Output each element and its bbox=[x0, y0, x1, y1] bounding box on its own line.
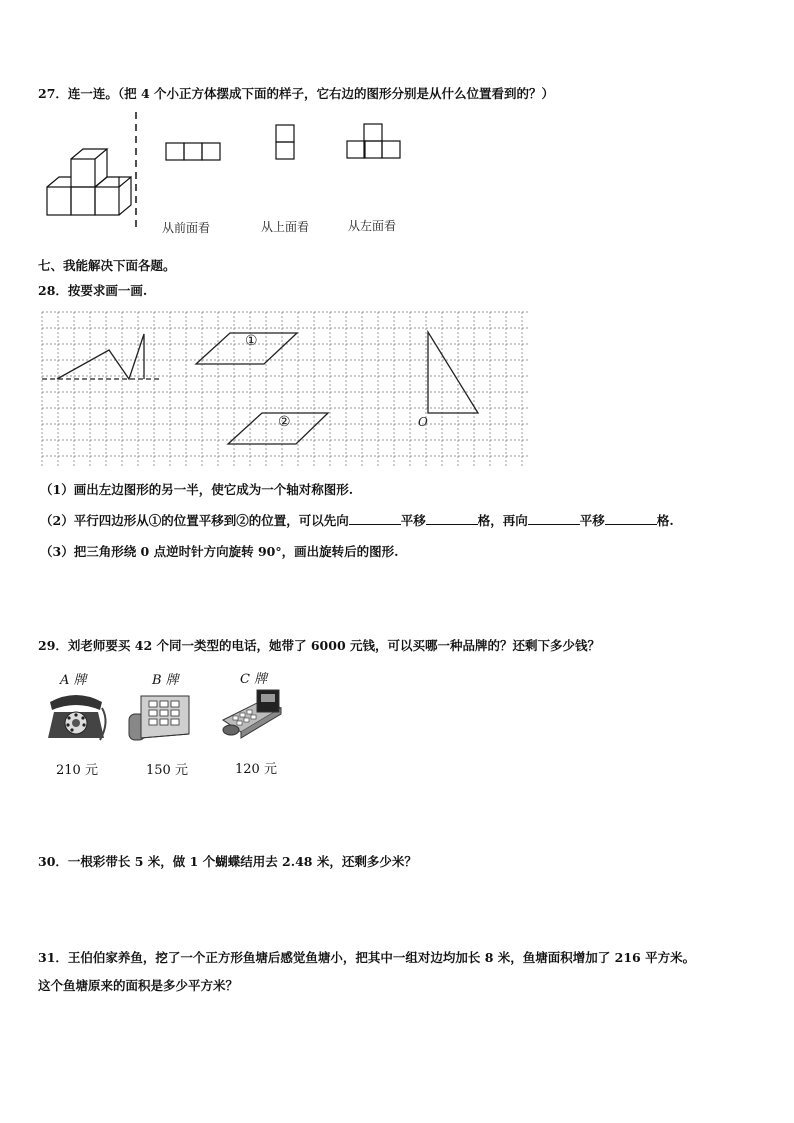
q27-text: 27．连一连。（把 4 个小正方体摆成下面的样子，它右边的图形分别是从什么位置看到的？） bbox=[38, 86, 555, 101]
q28-sub3: （3）把三角形绕 0 点逆时针方向旋转 90°，画出旋转后的图形. bbox=[40, 544, 399, 559]
q31-line1: 31．王伯伯家养鱼，挖了一个正方形鱼塘后感觉鱼塘小，把其中一组对边均加长 8 米，鱼塘面积增加了 216 平方米。 bbox=[38, 950, 696, 965]
brand-c-label: C 牌 bbox=[240, 672, 268, 687]
sub2-part2: 的位置平移到 bbox=[161, 513, 237, 528]
price-b: 150 元 bbox=[146, 763, 188, 778]
q28-sub1: （1）画出左边图形的另一半，使它成为一个轴对称图形. bbox=[40, 482, 354, 497]
brand-a-label: A 牌 bbox=[60, 673, 87, 688]
q29-text: 29．刘老师要买 42 个同一类型的电话，她带了 6000 元钱，可以买哪一种品牌的？还剩下多少钱？ bbox=[38, 638, 600, 653]
caption-left: 从左面看 bbox=[348, 219, 397, 233]
view-left-figure bbox=[346, 123, 406, 163]
section-heading: 七、我能解决下面各题。 bbox=[38, 258, 176, 273]
view-top-figure bbox=[275, 124, 297, 164]
drawing-grid bbox=[42, 312, 530, 466]
q28-sub2 bbox=[40, 511, 674, 529]
label-2: ② bbox=[278, 414, 291, 430]
sub2-circle1: ① bbox=[148, 513, 162, 528]
sub2-circle2: ② bbox=[236, 513, 249, 528]
cube-stack-figure bbox=[42, 130, 132, 220]
sub2-part4: 的位置，可以先向 bbox=[248, 513, 349, 528]
dashed-divider bbox=[134, 112, 138, 232]
sub2-part8: 格. bbox=[656, 513, 674, 528]
view-front-figure bbox=[165, 142, 225, 162]
sub2-part0: （2）平行四边形从 bbox=[40, 513, 149, 528]
half-figure bbox=[57, 334, 144, 379]
brand-b-label: B 牌 bbox=[152, 673, 179, 688]
label-1: ① bbox=[245, 333, 258, 349]
answer-blank-2[interactable] bbox=[426, 512, 478, 525]
q30-text: 30．一根彩带长 5 米，做 1 个蝴蝶结用去 2.48 米，还剩多少米？ bbox=[38, 854, 417, 869]
caption-top: 从上面看 bbox=[261, 220, 310, 234]
cordless-phone-icon bbox=[219, 686, 285, 742]
sub2-part6: 格，再向 bbox=[477, 513, 528, 528]
answer-blank-1[interactable] bbox=[349, 512, 401, 525]
rotary-phone-icon bbox=[44, 688, 108, 744]
price-a: 210 元 bbox=[56, 763, 98, 778]
answer-blank-3[interactable] bbox=[528, 512, 580, 525]
sub2-part7: 平移 bbox=[579, 513, 605, 528]
price-c: 120 元 bbox=[235, 762, 277, 777]
caption-front: 从前面看 bbox=[162, 221, 211, 235]
q28-title: 28．按要求画一画. bbox=[38, 283, 148, 298]
pushbutton-phone-icon bbox=[127, 688, 193, 744]
label-o: O bbox=[418, 415, 428, 429]
sub2-part5: 平移 bbox=[400, 513, 426, 528]
answer-blank-4[interactable] bbox=[605, 512, 657, 525]
q31-line2: 这个鱼塘原来的面积是多少平方米？ bbox=[38, 978, 239, 993]
